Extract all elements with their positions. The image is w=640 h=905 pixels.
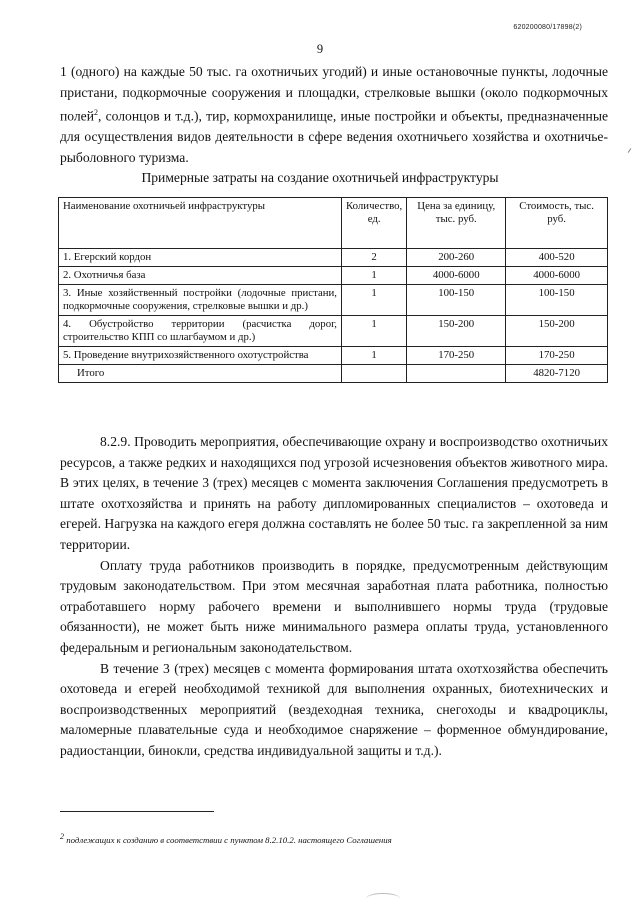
header-price: Цена за единицу, тыс. руб.: [407, 198, 506, 249]
row-qty: 1: [342, 347, 407, 365]
row-cost: 4000-6000: [506, 267, 608, 285]
infrastructure-cost-table: [58, 197, 608, 383]
table-caption: Примерные затраты на создание охотничьей инфраструктуры: [141, 170, 499, 185]
paragraph-intro-text: 1 (одного) на каждые 50 тыс. га охотничьих угодий) и иные остановочные пункты, лодочные пристани, подкормочные сооружения и площадки, стрелковые вышки (около подкормочных полей: [60, 64, 608, 124]
row-name: 5. Проведение внутрихозяйственного охотустройства: [59, 347, 342, 365]
row-name: 4. Обустройство территории (расчистка дорог, строительство КПП со шлагбаумом и др.): [59, 316, 342, 347]
section-paragraph-3: В течение 3 (трех) месяцев с момента формирования штата охотхозяйства обеспечить охотоведа и егерей необходимой техникой для выполнения охранных, биотехнических и воспроизводственных мероприятий (вездеходная техника, снегоходы и квадроциклы, маломерные плавательные суда и необходимое снаряжение – форменное обмундирование, радиостанции, бинокли, средства индивидуальной защиты и т.д.).: [60, 660, 608, 758]
row-price: 100-150: [407, 285, 506, 316]
row-cost: 170-250: [506, 347, 608, 365]
footnote-ref: 2: [93, 108, 98, 118]
paragraph-intro-rest: , солонцов и т.д.), тир, кормохранилище, иные постройки и объекты, предназначенные для осуществления видов деятельности в сфере ведения охотничьего хозяйства и охотничье-рыболовного туризма.: [60, 108, 608, 165]
section-paragraph-1: 8.2.9. Проводить мероприятия, обеспечивающие охрану и воспроизводство охотничьих ресурсов, а также редких и находящихся под угрозой исчезновения объектов животного мира. В этих целях, в течение 3 (трех) месяцев с момента заключения Соглашения предусмотреть в штате охотхозяйства и принять на работу дипломированных специалистов – охотоведа и егерей. Нагрузка на каждого егеря должна составлять не более 50 тыс. га закрепленной за ним территории.: [60, 434, 608, 552]
total-price-empty: [407, 365, 506, 383]
page-bottom-mark: [366, 893, 400, 904]
total-qty-empty: [342, 365, 407, 383]
row-cost: 100-150: [506, 285, 608, 316]
header-name: Наименование охотничьей инфраструктуры: [59, 198, 342, 249]
row-name: 3. Иные хозяйственный постройки (лодочные пристани, подкормочные сооружения, стрелковые вышки и др.): [59, 285, 342, 316]
table-row: [59, 316, 608, 347]
header-cost: Стоимость, тыс. руб.: [506, 198, 608, 249]
footnote: [60, 832, 620, 845]
row-cost: 400-520: [506, 249, 608, 267]
document-id: 620200080/17898(2): [513, 24, 582, 31]
footnote-text: подлежащих к созданию в соответствии с пунктом 8.2.10.2. настоящего Соглашения: [64, 834, 392, 845]
table-row: [59, 249, 608, 267]
total-cost: 4820-7120: [506, 365, 608, 383]
row-qty: 1: [342, 267, 407, 285]
footnote-marker: 2: [60, 832, 64, 841]
row-price: 200-260: [407, 249, 506, 267]
total-label: Итого: [59, 365, 342, 383]
margin-mark: [628, 148, 632, 153]
section-paragraph-2: Оплату труда работников производить в порядке, предусмотренным действующим трудовым законодательством. При этом месячная заработная плата работника, полностью отработавшего норму рабочего времени и выполнившего нормы труда (трудовые обязанности), не может быть ниже минимального размера оплаты труда, установленного федеральным и региональным законодательством.: [60, 557, 608, 655]
section-8-2-9: [60, 432, 608, 762]
row-cost: 150-200: [506, 316, 608, 347]
footnote-separator: [60, 811, 214, 812]
header-qty: Количество, ед.: [342, 198, 407, 249]
table-header-row: [59, 198, 608, 249]
table-total-row: [59, 365, 608, 383]
table-row: [59, 285, 608, 316]
row-qty: 2: [342, 249, 407, 267]
row-name: 1. Егерский кордон: [59, 249, 342, 267]
row-price: 150-200: [407, 316, 506, 347]
row-name: 2. Охотничья база: [59, 267, 342, 285]
row-price: 170-250: [407, 347, 506, 365]
row-qty: 1: [342, 285, 407, 316]
row-qty: 1: [342, 316, 407, 347]
table-row: [59, 267, 608, 285]
table-row: [59, 347, 608, 365]
row-price: 4000-6000: [407, 267, 506, 285]
paragraph-intro: [60, 62, 608, 169]
page-number: 9: [316, 42, 324, 56]
